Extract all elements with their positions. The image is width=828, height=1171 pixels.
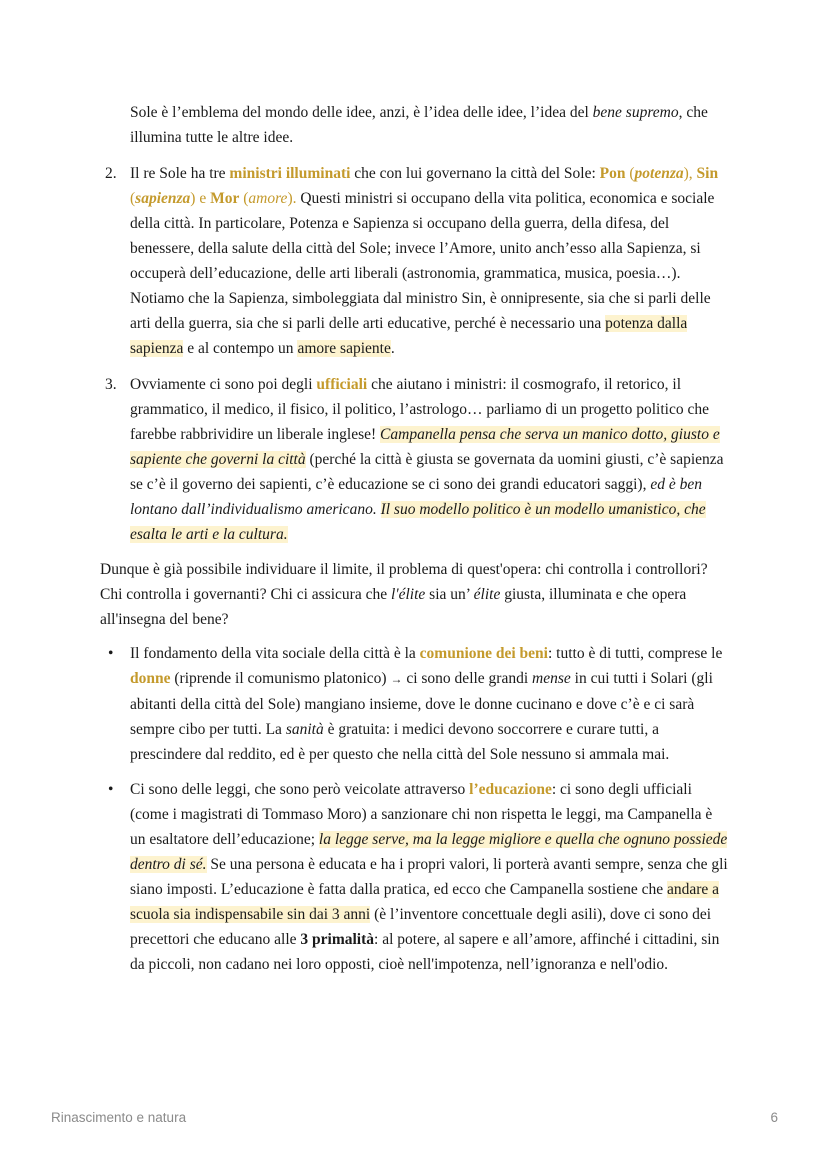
text-run: Questi ministri si occupano della vita politica, economica e sociale della città. In particolare, Potenza e Sapienza si occupano della guerra, della difesa, del benessere, della salute della città del Sole; invece l’Amore, unito anch’esso alla Sapienza, si occuperà dell’educazione, delle arti liberali (astronomia, grammatica, musica, poesia…). Notiamo che la Sapienza, simboleggiata dal ministro Sin, è onnipresente, sia che si parli delle arti della guerra, sia che si parli delle arti educative, perché è necessario una (130, 190, 715, 332)
text-run: ci sono delle grandi (402, 670, 533, 687)
text-run: Se una persona è educata e ha i propri valori, li porterà avanti sempre, senza che gli siano imposti. L’educazione è fatta dalla pratica, ed ecco che Campanella sostiene che (130, 856, 728, 898)
body-paragraph (100, 557, 730, 632)
bold-phrase: 3 primalità (300, 931, 375, 948)
text-run: Dunque è già possibile individuare il limite, il problema di quest'opera: chi controlla i controllori? Chi controlla i governanti? Chi ci assicura che (100, 561, 708, 603)
text-run: e al contempo un (183, 340, 298, 357)
list-item-2 (100, 161, 730, 361)
keyword-highlight: ufficiali (316, 376, 368, 393)
keyword-highlight: ministri illuminati (229, 165, 351, 182)
text-run: ), (683, 165, 697, 182)
list-number: 2. (105, 165, 117, 182)
text-run: ( (629, 165, 635, 182)
highlighted-phrase: Il suo modello politico è un modello umanistico, che esalta le arti e la cultura. (130, 501, 706, 543)
text-run: ) e (190, 190, 211, 207)
text-run: ( (130, 190, 136, 207)
text-run: (riprende il comunismo platonico) (170, 670, 391, 687)
text-run: . (390, 340, 395, 357)
footer-title: Rinascimento e natura (51, 1110, 187, 1125)
text-run: Ci sono delle leggi, che sono però veicolate attraverso (130, 781, 470, 798)
text-run: Ovviamente ci sono poi degli (130, 376, 317, 393)
text-run: sia un’ (425, 586, 474, 603)
text-run: : al potere, al sapere e all’amore, affinché i cittadini, sin da piccoli, non cadano nei loro opposti, cioè nell'impotenza, nell’ignoranza e nell'odio. (130, 931, 720, 973)
keyword-highlight: comunione dei beni (419, 645, 548, 662)
text-run: che con lui governano la città del Sole: (350, 165, 600, 182)
text-run: sanità (285, 721, 324, 738)
list-item-3 (100, 372, 730, 547)
page-footer (51, 1110, 778, 1125)
keyword-highlight: l’educazione (469, 781, 552, 798)
text-run: (perché la città è giusta se governata da uomini giusti, c’è sapienza se c’è il governo dei sapienti, c’è educazione se ci sono dei grandi educatori saggi), (130, 451, 724, 493)
intro-paragraph (130, 100, 730, 150)
highlighted-phrase: la legge serve, ma la legge migliore e quella che ognuno possiede dentro di sé. (130, 831, 728, 873)
bullet-item (100, 641, 730, 767)
bullet-icon: • (108, 781, 114, 798)
text-run: l'élite (390, 586, 426, 603)
text-run: giusta, illuminata e che opera all'insegna del bene? (100, 586, 687, 628)
text-run: : ci sono degli ufficiali (come i magistrati di Tommaso Moro) a sanzionare chi non rispetta le leggi, ma Campanella è un esaltatore dell’educazione; (130, 781, 713, 848)
text-run: élite (473, 586, 501, 603)
highlighted-phrase: Campanella pensa che serva un manico dotto, giusto e sapiente che governi la città (130, 426, 720, 468)
highlighted-phrase: andare a scuola sia indispensabile sin dai 3 anni (130, 881, 720, 923)
text-run: mense (532, 670, 571, 687)
text-run: Sole è l’emblema del mondo delle idee, anzi, è l’idea delle idee, l’idea del (130, 104, 593, 121)
text-run: ed è ben lontano dall’individualismo americano. (130, 476, 702, 518)
keyword-highlight: sapienza (135, 190, 191, 207)
text-run: che aiutano i ministri: il cosmografo, il retorico, il grammatico, il medico, il fisico, il politico, l’astrologo… parliamo di un progetto politico che farebbe rabbrividire un liberale inglese! (130, 376, 709, 443)
text-run: ( (239, 190, 249, 207)
arrow-icon: → (390, 672, 403, 686)
text-run: (è l’inventore concettuale degli asili), dove ci sono dei precettori che educano alle (130, 906, 712, 948)
highlighted-phrase: amore sapiente (297, 340, 391, 357)
text-run (377, 501, 381, 518)
text-run: , che illumina tutte le altre idee. (130, 104, 708, 146)
keyword-highlight: Sin (696, 165, 719, 182)
page-number: 6 (770, 1110, 778, 1125)
keyword-highlight: Pon (599, 165, 626, 182)
highlighted-phrase: potenza dalla sapienza (130, 315, 688, 357)
keyword-highlight: Mor (210, 190, 240, 207)
text-run: in cui tutti i Solari (gli abitanti della città del Sole) mangiano insieme, dove le donne cucinano e dove c’è e ci sarà sempre cibo per tutti. La (130, 670, 713, 738)
page-content (100, 100, 730, 977)
keyword-highlight: potenza (634, 165, 684, 182)
text-run: ). (287, 190, 297, 207)
text-run: : tutto è di tutti, comprese le (547, 645, 723, 662)
text-run: bene supremo (592, 104, 679, 121)
text-run: è gratuita: i medici devono soccorrere e curare tutti, a prescindere dal reddito, ed è per questo che nella città del Sole nessuno si ammala mai. (130, 721, 670, 763)
numbered-list (100, 161, 730, 547)
bullet-list (100, 641, 730, 977)
text-run: Il re Sole ha tre (130, 165, 230, 182)
text-run: Il fondamento della vita sociale della città è la (130, 645, 420, 662)
bullet-item (100, 777, 730, 977)
keyword-highlight: donne (130, 670, 171, 687)
keyword-highlight: amore (248, 190, 288, 207)
bullet-icon: • (108, 645, 114, 662)
list-number: 3. (105, 376, 117, 393)
